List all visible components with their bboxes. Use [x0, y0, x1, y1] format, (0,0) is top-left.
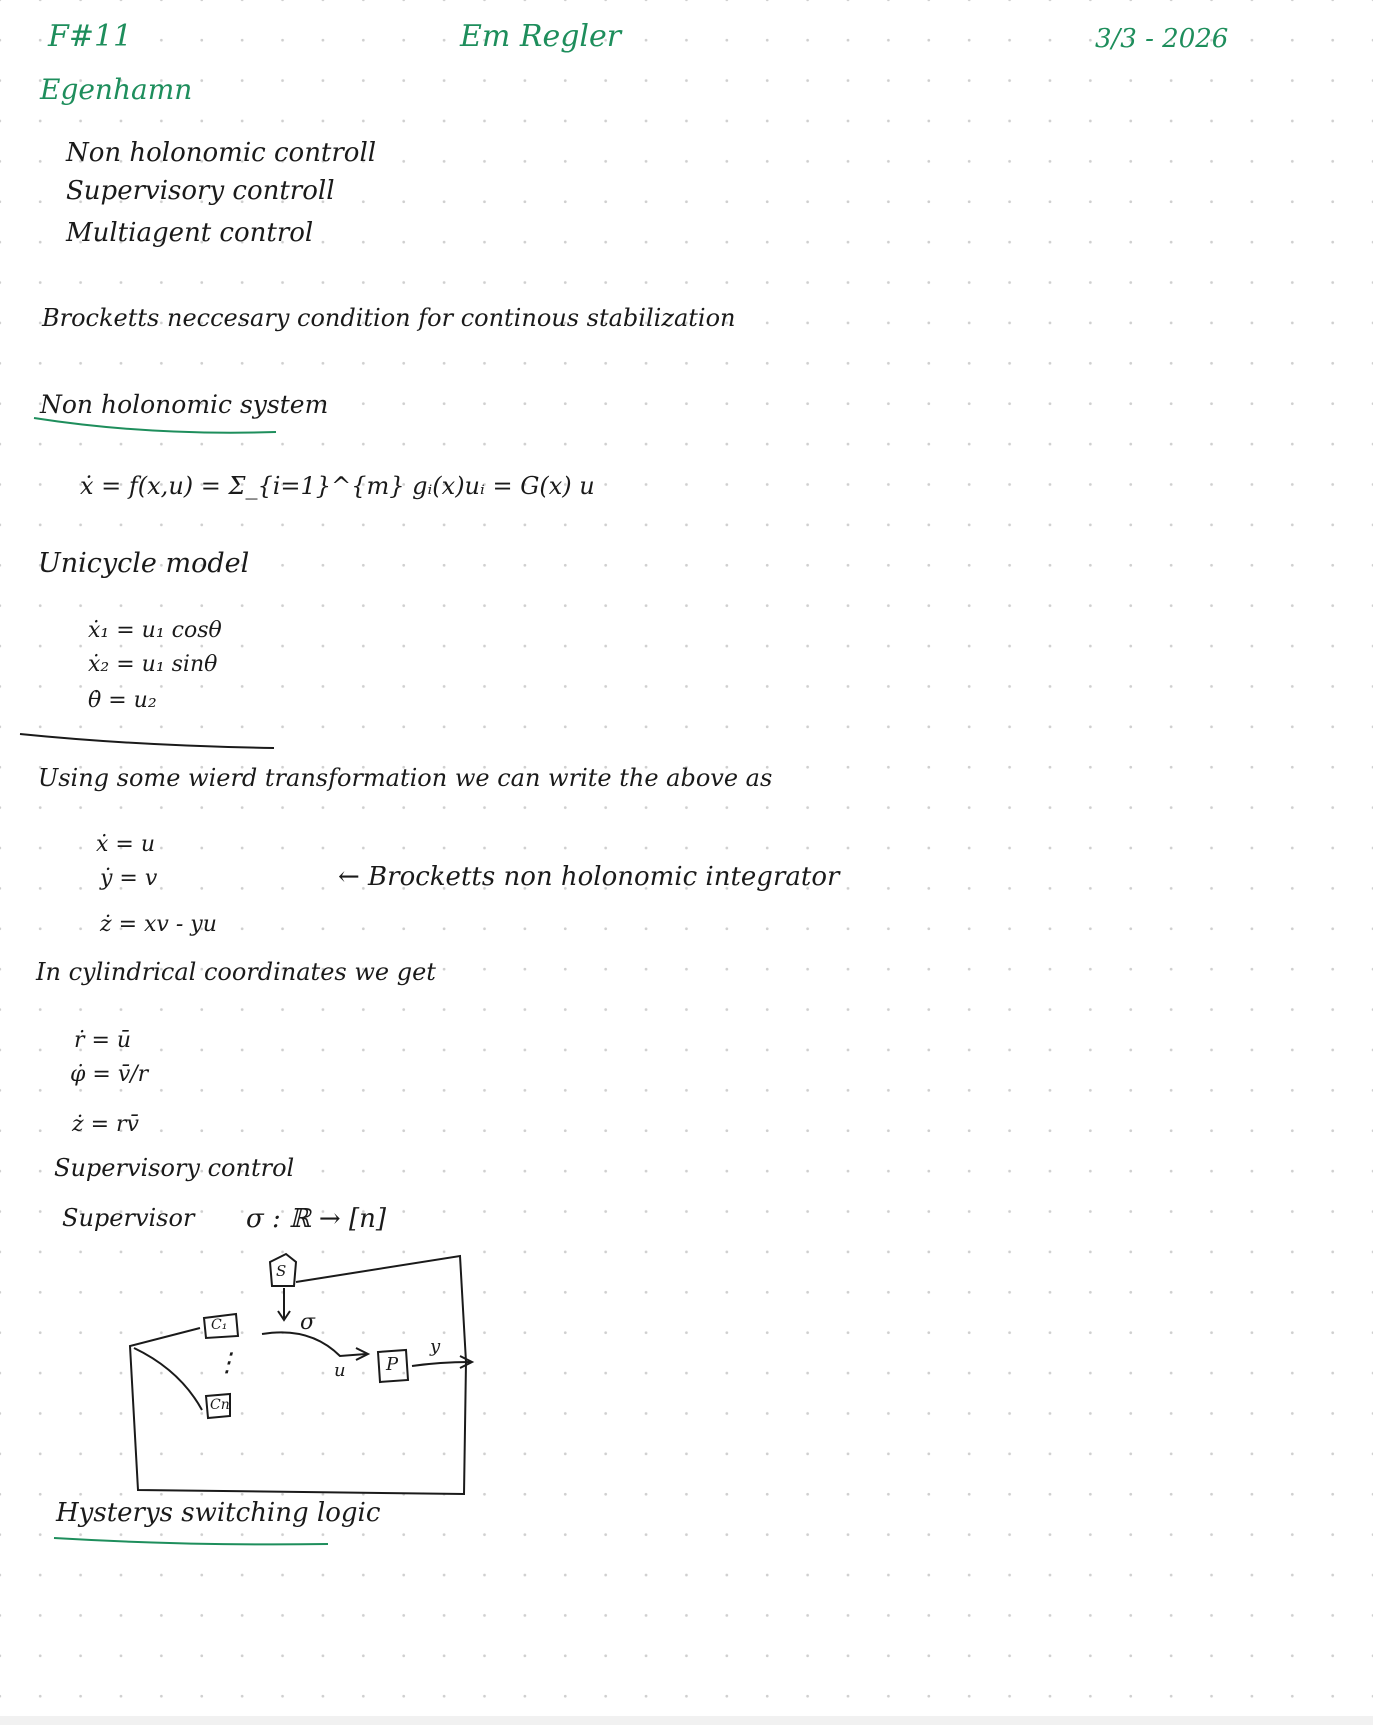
signal-u-label: u — [334, 1360, 346, 1381]
cylindrical-equation: ż = rv̄ — [72, 1112, 139, 1137]
transformation-intro: Using some wierd transformation we can write the above as — [38, 764, 773, 792]
hysteresis-heading: Hysterys switching logic — [56, 1498, 381, 1528]
supervisor-label: Supervisor — [62, 1204, 195, 1232]
unicycle-heading: Unicycle model — [38, 548, 250, 579]
transformation-equation: ẋ = u — [96, 832, 155, 857]
plant-block-label: P — [386, 1354, 399, 1375]
signal-wire — [296, 1256, 466, 1362]
cylindrical-heading: In cylindrical coordinates we get — [36, 958, 436, 986]
controller-first-label: C₁ — [211, 1317, 228, 1333]
topic-item: Non holonomic controll — [66, 138, 377, 168]
cylindrical-equation: φ̇ = v̄/r — [70, 1062, 149, 1087]
signal-wire — [412, 1362, 470, 1366]
supervisor-block-label: S — [276, 1262, 287, 1280]
page-bottom-bar — [0, 1716, 1373, 1725]
signal-wire — [262, 1332, 366, 1356]
signal-sigma-label: σ — [300, 1310, 316, 1335]
nh-system-equation: ẋ = f(x,u) = Σ_{i=1}^{m} gᵢ(x)uᵢ = G(x) u — [80, 472, 595, 500]
brockett-integrator-note: ← Brocketts non holonomic integrator — [338, 862, 840, 892]
lecture-number: F#11 — [48, 19, 133, 54]
page-subtitle: Egenhamn — [40, 73, 193, 106]
section-divider — [20, 734, 274, 748]
topic-item: Multiagent control — [66, 218, 314, 248]
signal-wire — [134, 1348, 202, 1410]
feedback-loop — [130, 1328, 466, 1494]
unicycle-equation: ẋ₁ = u₁ cosθ — [88, 618, 222, 643]
supervisory-heading: Supervisory control — [54, 1154, 295, 1182]
heading-underline — [34, 418, 276, 433]
transformation-equation: ẏ = v — [100, 866, 158, 891]
cylindrical-equation: ṙ = ū — [74, 1028, 132, 1053]
unicycle-equation: ẋ₂ = u₁ sinθ — [88, 652, 218, 677]
supervisor-mapping: σ : ℝ → [n] — [246, 1204, 386, 1234]
topic-item: Supervisory controll — [66, 176, 335, 206]
lecture-date: 3/3 - 2026 — [1095, 24, 1229, 54]
transformation-equation: ż = xv - yu — [100, 912, 217, 937]
heading-underline — [54, 1538, 328, 1544]
unicycle-equation: θ̇ = u₂ — [88, 688, 157, 713]
nh-system-heading: Non holonomic system — [40, 390, 329, 419]
course-title: Em Regler — [460, 19, 622, 54]
controller-last-label: Cn — [210, 1397, 230, 1413]
controller-dots: ⋮ — [214, 1348, 240, 1378]
signal-y-label: y — [430, 1336, 441, 1357]
brockett-condition: Brocketts neccesary condition for continous stabilization — [42, 304, 736, 332]
